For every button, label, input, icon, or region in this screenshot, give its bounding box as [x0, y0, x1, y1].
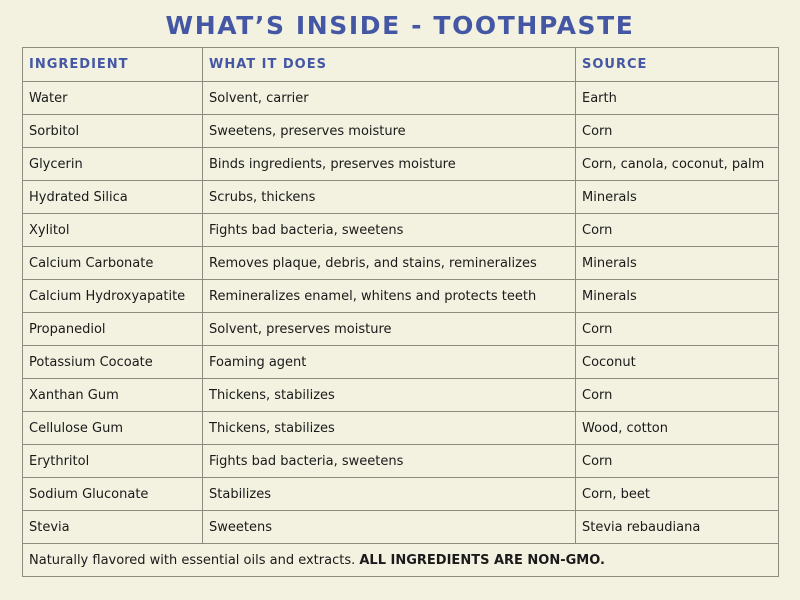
ingredient-cell: Calcium Hydroxyapatite: [23, 280, 203, 313]
table-row: [23, 214, 779, 247]
function-cell: Stabilizes: [203, 478, 576, 511]
footer-note: [23, 544, 779, 577]
ingredient-cell: Erythritol: [23, 445, 203, 478]
column-header-what-it-does: WHAT IT DOES: [203, 48, 576, 82]
ingredient-cell: Cellulose Gum: [23, 412, 203, 445]
function-cell: Sweetens: [203, 511, 576, 544]
function-cell: Fights bad bacteria, sweetens: [203, 445, 576, 478]
non-gmo-statement: ALL INGREDIENTS ARE NON-GMO.: [359, 552, 605, 568]
function-cell: Sweetens, preserves moisture: [203, 115, 576, 148]
function-cell: Binds ingredients, preserves moisture: [203, 148, 576, 181]
page-title: WHAT’S INSIDE - TOOTHPASTE: [165, 11, 635, 40]
ingredient-cell: Sodium Gluconate: [23, 478, 203, 511]
table-row: [23, 511, 779, 544]
table-row: [23, 412, 779, 445]
ingredient-cell: Hydrated Silica: [23, 181, 203, 214]
function-cell: Removes plaque, debris, and stains, remineralizes: [203, 247, 576, 280]
footer-text: Naturally flavored with essential oils and extracts.: [29, 552, 360, 568]
column-header-source: SOURCE: [576, 48, 779, 82]
ingredient-cell: Potassium Cocoate: [23, 346, 203, 379]
table-row: [23, 115, 779, 148]
ingredient-cell: Propanediol: [23, 313, 203, 346]
source-cell: Corn: [576, 313, 779, 346]
column-header-ingredient: INGREDIENT: [23, 48, 203, 82]
function-cell: Scrubs, thickens: [203, 181, 576, 214]
function-cell: Foaming agent: [203, 346, 576, 379]
source-cell: Minerals: [576, 247, 779, 280]
source-cell: Wood, cotton: [576, 412, 779, 445]
ingredients-table: [22, 47, 779, 577]
function-cell: Fights bad bacteria, sweetens: [203, 214, 576, 247]
ingredient-cell: Xanthan Gum: [23, 379, 203, 412]
source-cell: Corn, beet: [576, 478, 779, 511]
ingredient-cell: Xylitol: [23, 214, 203, 247]
source-cell: Coconut: [576, 346, 779, 379]
table-row: [23, 148, 779, 181]
source-cell: Minerals: [576, 181, 779, 214]
table-row: [23, 313, 779, 346]
source-cell: Earth: [576, 82, 779, 115]
source-cell: Corn: [576, 214, 779, 247]
ingredient-cell: Sorbitol: [23, 115, 203, 148]
function-cell: Remineralizes enamel, whitens and protects teeth: [203, 280, 576, 313]
footer-row: [23, 544, 779, 577]
source-cell: Corn: [576, 445, 779, 478]
source-cell: Minerals: [576, 280, 779, 313]
source-cell: Stevia rebaudiana: [576, 511, 779, 544]
ingredient-cell: Calcium Carbonate: [23, 247, 203, 280]
table-header-row: [23, 48, 779, 82]
ingredient-cell: Glycerin: [23, 148, 203, 181]
table-row: [23, 478, 779, 511]
table-row: [23, 181, 779, 214]
function-cell: Thickens, stabilizes: [203, 379, 576, 412]
source-cell: Corn, canola, coconut, palm: [576, 148, 779, 181]
source-cell: Corn: [576, 115, 779, 148]
table-row: [23, 379, 779, 412]
table-row: [23, 445, 779, 478]
table-row: [23, 346, 779, 379]
function-cell: Solvent, carrier: [203, 82, 576, 115]
table-row: [23, 280, 779, 313]
table-row: [23, 82, 779, 115]
table-row: [23, 247, 779, 280]
source-cell: Corn: [576, 379, 779, 412]
ingredient-cell: Water: [23, 82, 203, 115]
function-cell: Solvent, preserves moisture: [203, 313, 576, 346]
function-cell: Thickens, stabilizes: [203, 412, 576, 445]
ingredient-cell: Stevia: [23, 511, 203, 544]
